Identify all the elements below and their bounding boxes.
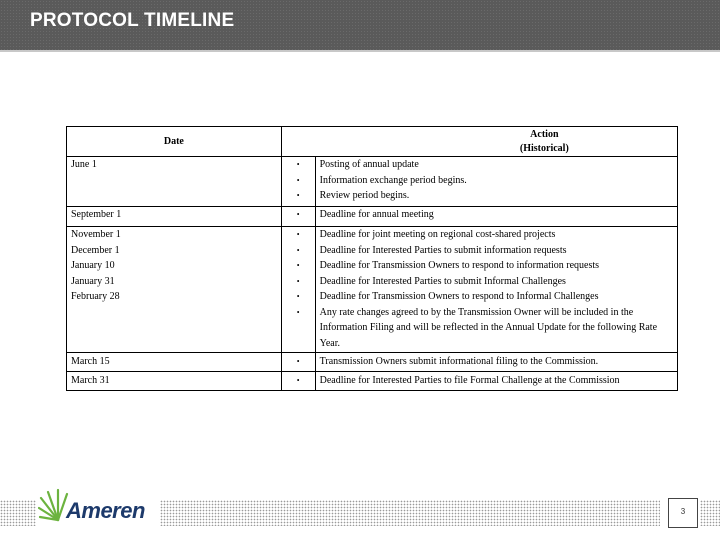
- footer-dot-pattern: [0, 500, 36, 526]
- footer-dot-pattern: [700, 500, 720, 526]
- page-title: PROTOCOL TIMELINE: [30, 10, 235, 31]
- action-cell: Posting of annual update Information exchange period begins. Review period begins.: [315, 157, 677, 207]
- bullet-cell: •: [281, 372, 315, 391]
- date-cell: March 15: [67, 353, 282, 372]
- date-cell: March 31: [67, 372, 282, 391]
- action-column-header: Action (Historical): [281, 127, 677, 157]
- table-row: [67, 227, 678, 353]
- date-cell: September 1: [67, 207, 282, 227]
- page-number-box: [668, 498, 698, 528]
- footer-dot-pattern: [160, 500, 660, 526]
- action-cell: Deadline for annual meeting: [315, 207, 677, 227]
- title-bar: [0, 0, 720, 50]
- table-row: [67, 372, 678, 391]
- table-row: [67, 207, 678, 227]
- bullet-cell: • • •: [281, 157, 315, 207]
- table-header-row: [67, 127, 678, 157]
- bullet-cell: • • • • • •: [281, 227, 315, 353]
- date-cell: June 1: [67, 157, 282, 207]
- table-row: [67, 353, 678, 372]
- table-row: [67, 157, 678, 207]
- date-cell: November 1 December 1 January 10 January 31 February 28: [67, 227, 282, 353]
- logo-wordmark: Ameren: [66, 498, 145, 523]
- page-number: 3: [680, 507, 686, 516]
- action-cell: Deadline for Interested Parties to file Formal Challenge at the Commission: [315, 372, 677, 391]
- action-cell: Deadline for joint meeting on regional cost-shared projects Deadline for Interested Parties to submit information requests Deadline for Transmission Owners to respond to information requests Deadline for Interested Parties to submit Informal Challenges Deadline for Transmission Owners to respond to Informal Challenges Any rate changes agreed to by the Transmission Owner will be included in the Information Filing and will be reflected in the Annual Update for the following Rate Year.: [315, 227, 677, 353]
- title-divider: [0, 50, 720, 52]
- bullet-cell: •: [281, 353, 315, 372]
- date-column-header: Date: [67, 127, 282, 157]
- company-logo: [36, 484, 148, 528]
- action-cell: Transmission Owners submit informational filing to the Commission.: [315, 353, 677, 372]
- protocol-timeline-table: [66, 126, 678, 391]
- bullet-cell: •: [281, 207, 315, 227]
